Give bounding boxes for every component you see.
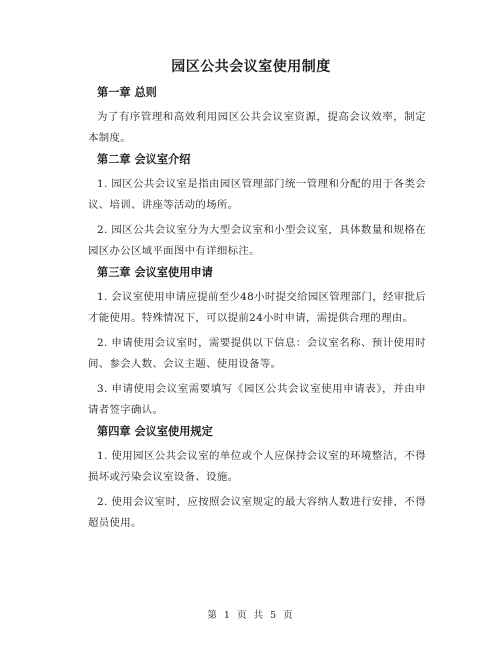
chapter-heading: 第二章 会议室介绍 — [97, 153, 191, 166]
paragraph: 1. 园区公共会议室是指由园区管理部门统一管理和分配的用于各类会议、培训、讲座等活动的场所。 — [88, 178, 426, 211]
paragraph: 为了有序管理和高效利用园区公共会议室资源，提高会议效率，制定本制度。 — [88, 111, 426, 144]
section-usage-rules — [88, 425, 426, 533]
document-title: 园区公共会议室使用制度 — [171, 59, 331, 75]
paragraph: 1. 会议室使用申请应提前至少48小时提交给园区管理部门，经审批后才能使用。特殊情况下，可以提前24小时申请，需提供合理的理由。 — [88, 291, 426, 324]
paragraph: 2. 园区公共会议室分为大型会议室和小型会议室，具体数量和规格在园区办公区域平面图中有详细标注。 — [88, 224, 426, 257]
page-number-footer: 第 1 页 共 5 页 — [207, 610, 295, 621]
paragraph: 2. 申请使用会议室时，需要提供以下信息：会议室名称、预计使用时间、参会人数、会议主题、使用设备等。 — [88, 337, 426, 370]
paragraph: 2. 使用会议室时，应按照会议室规定的最大容纳人数进行安排，不得超员使用。 — [88, 496, 426, 529]
paragraph: 1. 使用园区公共会议室的单位或个人应保持会议室的环境整洁，不得损坏或污染会议室设备、设施。 — [88, 450, 426, 483]
chapter-heading: 第三章 会议室使用申请 — [97, 266, 213, 279]
chapter-heading: 第一章 总则 — [97, 86, 157, 99]
section-general — [88, 86, 426, 148]
chapter-heading: 第四章 会议室使用规定 — [97, 425, 213, 438]
section-application — [88, 266, 426, 420]
paragraph: 3. 申请使用会议室需要填写《园区公共会议室使用申请表》，并由申请者签字确认。 — [88, 383, 426, 416]
section-room-intro — [88, 153, 426, 261]
document-body — [88, 86, 426, 538]
